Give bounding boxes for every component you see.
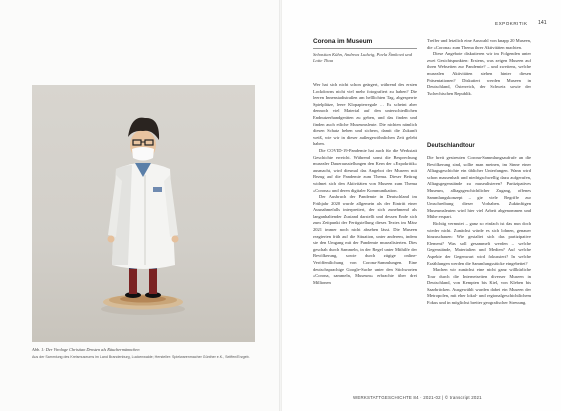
paragraph: Diese Angebote diskutieren wir im Folgenden unter zwei Gesichtspunkten: Erstens, was zeigen Museen auf ihren Webseiten zur Pandemie? – und zweitens, welche musealen Aktivitäten stehen hinter diesen Präsentationen? Diskutiert werden Museen in Deutschland, Österreich, der Schweiz sowie der Tschechischen Republik. xyxy=(427,51,531,96)
caption-body: Aus der Sammlung des Kreismuseums im Land Brandenburg, Luckenwalde; Hersteller: Spielwarenmacher Günther e.K., Seiffen/Erzgeb. xyxy=(32,354,250,359)
article-title: Corona im Museum xyxy=(313,38,373,45)
article-authors: Sebastian Kühn, Andreas Ludwig, Pavla Šimková und Lotte Thaa xyxy=(313,52,413,63)
paragraph: Die breit gestreuten Corona-Sammlungsaufrufe an die Bevölkerung sind, sollte man meinen, im Sinne einer Alltagsgeschichte ein üblicher Unterfangen. Wann wird schon massenhaft und niedrigschwellig dazu aufgerufen, Alltagsgegenstände zu musealisieren? Partizipatives Museum, alltagsgeschichtlicher Zugang, offenes Sammlungskonzept – gie viele Begriffe zur Umschreibung dieser Vorhaben. Zukünftigen Museumsleuten wird hier viel Arbeit abgenommen und Mühe erspart. xyxy=(427,155,531,220)
caption-title: Abb. 1: Der Virologe Christian Drosten als Räuchermännchen xyxy=(32,347,140,352)
paragraph: Richtig vermutet – ganz so einfach ist das nun doch wieder nicht. Zunächst würde es sich lohnen, genauer hinzuschauen: Wie gestaltet sich das partizipative Element? Was soll gesammelt werden – welche Gegenstände, Materialien und Medien? Auf welche Aspekte der Gegenwart wird fokussiert? In welche Erzählungen werden die Sammlungsstücke eingebettet? xyxy=(427,220,531,266)
paragraph: Der Ausbruch der Pandemie in Deutschland im Frühjahr 2020 wurde allgemein als der Eintritt einer Ausnahmefalls interpretiert, der sich zunehmend als langanhaltender Zustand darstellt und dessen Ende sich zum Zeitpunkt der Fertigstellung dieses Textes im März 2021 immer noch nicht absehen lässt. Die Museen reagierten früh auf die Situation, unter anderem, indem sie den Umgang mit der Pandemie musealisierten. Dies geschah durch Sammeln, in der Regel unter Mithilfe der Bevölkerung, sowie durch zügige online-Veröffentlichung von Corona-Sammlungen. Eine deutschsprachige Google-Suche unter den Stichworten »Corona, sammeln, Museum« erbrachte über drei Millionen xyxy=(313,194,417,285)
section-heading: Deutschlandtour xyxy=(427,143,475,149)
paragraph: Machen wir zunächst eine nicht ganz willkürliche Tour durch die Internetseiten diverser Museen in Deutschland, von Kempten bis Kiel, von Kleben bis Saarbrücken. Ausgewählt wurden dabei ein Museen der Metropolen, mit eher lokal- und regionalgeschichtlichem Fokus und in möglichst breiter geografischer Streuung. xyxy=(427,267,531,306)
title-rule xyxy=(313,48,417,49)
text-column-right-top xyxy=(427,38,531,97)
figure-photo xyxy=(32,85,255,342)
figure-caption xyxy=(32,347,257,360)
paragraph: Wer hat sich nicht schon geärgert, während des ersten Lockdowns nicht viel mehr fotografiert zu haben? Die leeren Innenstadtstraßen am helllichten Tag, abgesperrte Spielplätze, leere Klopapierregale … Es scheint aber dennoch viel Material auf den unterschiedlichen Endnutzerhandgeräten zu geben, und das finden und finden auch etliche Museumsleute. Die nichten nämlich diesen Schatz heben und sichern, damit die Zukunft weiß, wie wir in dieser außergewöhnlichen Zeit gelebt haben. xyxy=(313,82,417,147)
page-footer: WERKSTATTGESCHICHTE 84 · 2021-02 | © transcript 2021 xyxy=(353,395,482,400)
paragraph: Die COVID-19-Pandemie hat auch für die Werkstatt​Geschichte erreicht. Während sonst die Besprechung musealer Dauerausstellungen den Kern der »Expokritik« ausmacht, wird diesmal das Angebot der Museen mit Bezug auf die Pandemie zum Thema. Dieser Beitrag widmet sich den Aktivitäten von Museen zum Thema »Corona« und deren digitaler Kommunikation. xyxy=(313,147,417,193)
paragraph: Treffer und letztlich eine Auswahl von knapp 20 Museen, die »Corona« zum Thema ihrer Aktivitäten machten. xyxy=(427,38,531,50)
smoker-figure-illustration xyxy=(32,85,255,342)
page-number: 141 xyxy=(538,20,547,26)
text-column-left xyxy=(313,82,417,286)
running-head: EXPOKRITIK xyxy=(495,21,528,26)
text-column-right-bottom xyxy=(427,155,531,307)
book-gutter xyxy=(279,0,282,411)
